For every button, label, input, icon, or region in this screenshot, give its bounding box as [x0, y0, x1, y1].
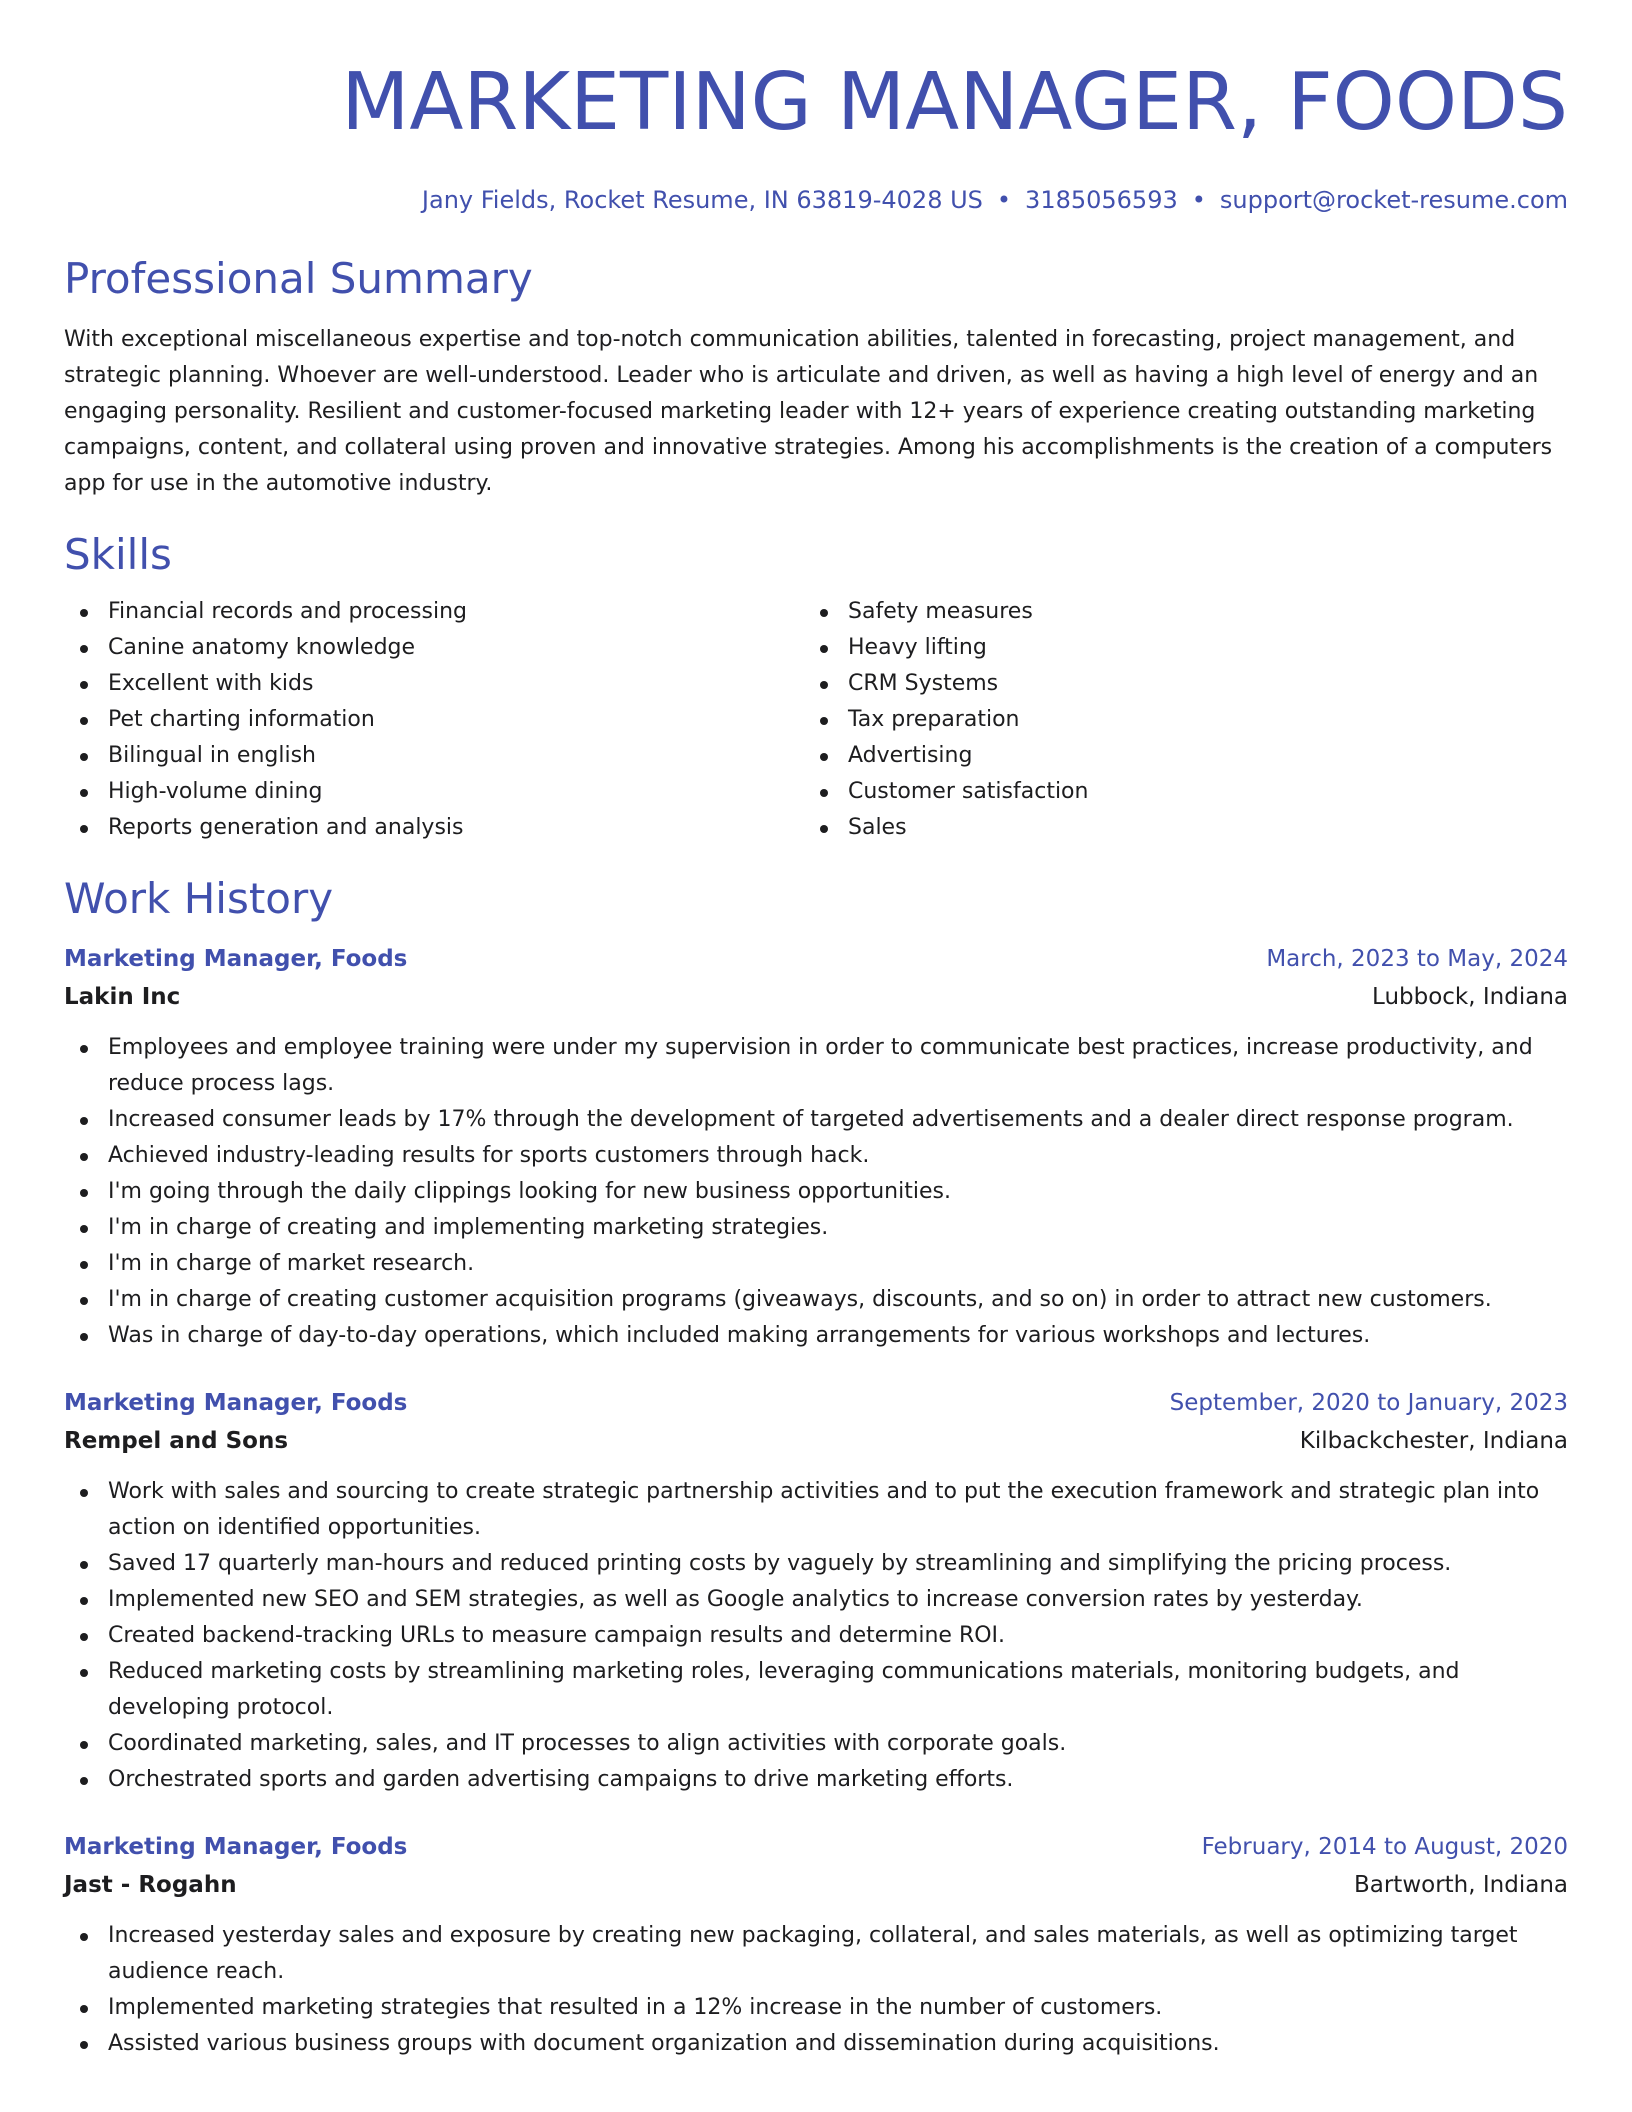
- skill-item: Advertising: [804, 738, 1568, 774]
- job-bullet-item: Created backend-tracking URLs to measure campaign results and determine ROI.: [64, 1618, 1568, 1654]
- job-dates: March, 2023 to May, 2024: [1266, 946, 1568, 972]
- job-bullet-item: Saved 17 quarterly man-hours and reduced printing costs by vaguely by streamlining and simplifying the pricing process.: [64, 1546, 1568, 1582]
- job-company: Rempel and Sons: [64, 1428, 289, 1454]
- job-bullet-item: Orchestrated sports and garden advertising campaigns to drive marketing efforts.: [64, 1762, 1568, 1798]
- skill-item: Safety measures: [804, 594, 1568, 630]
- job-bullet-item: Implemented marketing strategies that resulted in a 12% increase in the number of customers.: [64, 1990, 1568, 2026]
- skill-item: Financial records and processing: [64, 594, 804, 630]
- skill-item: Customer satisfaction: [804, 774, 1568, 810]
- job-role: Marketing Manager, Foods: [64, 946, 408, 972]
- job-bullet-item: I'm in charge of creating customer acquisition programs (giveaways, discounts, and so on) in order to attract new customers.: [64, 1282, 1568, 1318]
- skill-item: Heavy lifting: [804, 630, 1568, 666]
- job-dates: February, 2014 to August, 2020: [1201, 1834, 1568, 1860]
- job-bullet-item: Assisted various business groups with document organization and dissemination during acquisitions.: [64, 2026, 1568, 2062]
- resume-name: MARKETING MANAGER, FOODS: [341, 56, 1568, 148]
- contact-address: Jany Fields, Rocket Resume, IN 63819-4028 US: [421, 186, 983, 214]
- job-bullets: [64, 1474, 1568, 1798]
- job-bullet-item: Achieved industry-leading results for sports customers through hack.: [64, 1138, 1568, 1174]
- job-bullets: [64, 1030, 1568, 1354]
- job-bullet-item: Was in charge of day-to-day operations, which included making arrangements for various workshops and lectures.: [64, 1318, 1568, 1354]
- job-bullet-item: Increased consumer leads by 17% through the development of targeted advertisements and a dealer direct response program.: [64, 1102, 1568, 1138]
- job-company-row: [64, 978, 1568, 1016]
- skills-grid: [64, 594, 1568, 846]
- job-bullet-item: Implemented new SEO and SEM strategies, as well as Google analytics to increase conversion rates by yesterday.: [64, 1582, 1568, 1618]
- skills-list-left: [64, 594, 804, 846]
- job-bullet-item: Increased yesterday sales and exposure by creating new packaging, collateral, and sales materials, as well as optimizing target audience reach.: [64, 1918, 1568, 1990]
- skills-heading: Skills: [64, 530, 172, 579]
- skills-list-right: [804, 594, 1568, 846]
- work-history-heading: Work History: [64, 874, 334, 923]
- job-entry: [64, 1828, 1568, 2062]
- job-location: Bartworth, Indiana: [1353, 1872, 1568, 1898]
- contact-email[interactable]: support@rocket-resume.com: [1219, 186, 1568, 214]
- job-entry: [64, 1384, 1568, 1798]
- job-title-row: [64, 1384, 1568, 1422]
- job-title-row: [64, 1828, 1568, 1866]
- job-company-row: [64, 1866, 1568, 1904]
- skill-item: Tax preparation: [804, 702, 1568, 738]
- skill-item: Excellent with kids: [64, 666, 804, 702]
- job-company: Lakin Inc: [64, 984, 181, 1010]
- skill-item: High-volume dining: [64, 774, 804, 810]
- job-bullet-item: I'm going through the daily clippings looking for new business opportunities.: [64, 1174, 1568, 1210]
- job-role: Marketing Manager, Foods: [64, 1834, 408, 1860]
- work-history-list: [64, 940, 1568, 2062]
- job-location: Kilbackchester, Indiana: [1299, 1428, 1568, 1454]
- skill-item: CRM Systems: [804, 666, 1568, 702]
- job-company-row: [64, 1422, 1568, 1460]
- job-title-row: [64, 940, 1568, 978]
- contact-line: [64, 184, 1568, 216]
- job-dates: September, 2020 to January, 2023: [1169, 1390, 1568, 1416]
- job-bullet-item: Employees and employee training were under my supervision in order to communicate best practices, increase productivity, and reduce process lags.: [64, 1030, 1568, 1102]
- job-bullet-item: Reduced marketing costs by streamlining marketing roles, leveraging communications materials, monitoring budgets, and developing protocol.: [64, 1654, 1568, 1726]
- job-bullets: [64, 1918, 1568, 2062]
- contact-phone: 3185056593: [1025, 186, 1178, 214]
- summary-text: With exceptional miscellaneous expertise and top-notch communication abilities, talented in forecasting, project management, and strategic planning. Whoever are well-understood. Leader who is articulate and driven, as well as having a high level of energy and an engaging personality. Resilient and customer-focused marketing leader with 12+ years of experience creating outstanding marketing campaigns, content, and collateral using proven and innovative strategies. Among his accomplishments is the creation of a computers app for use in the automotive industry.: [64, 327, 1553, 496]
- job-bullet-item: Coordinated marketing, sales, and IT processes to align activities with corporate goals.: [64, 1726, 1568, 1762]
- job-role: Marketing Manager, Foods: [64, 1390, 408, 1416]
- summary-heading: Professional Summary: [64, 254, 533, 303]
- skill-item: Canine anatomy knowledge: [64, 630, 804, 666]
- skill-item: Sales: [804, 810, 1568, 846]
- job-location: Lubbock, Indiana: [1372, 984, 1568, 1010]
- skill-item: Reports generation and analysis: [64, 810, 804, 846]
- job-bullet-item: Work with sales and sourcing to create strategic partnership activities and to put the execution framework and strategic plan into action on identified opportunities.: [64, 1474, 1568, 1546]
- resume-header: [64, 0, 1568, 216]
- job-bullet-item: I'm in charge of creating and implementing marketing strategies.: [64, 1210, 1568, 1246]
- contact-separator: •: [1191, 186, 1206, 214]
- job-company: Jast - Rogahn: [64, 1872, 237, 1898]
- contact-separator: •: [996, 186, 1012, 214]
- skill-item: Pet charting information: [64, 702, 804, 738]
- skill-item: Bilingual in english: [64, 738, 804, 774]
- job-entry: [64, 940, 1568, 1354]
- job-bullet-item: I'm in charge of market research.: [64, 1246, 1568, 1282]
